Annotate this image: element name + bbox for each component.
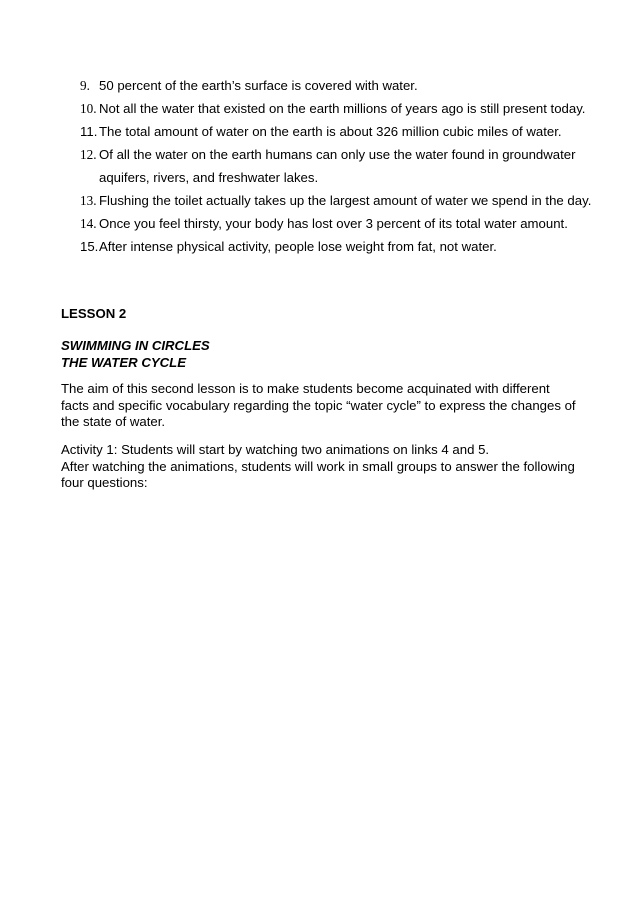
list-item — [80, 235, 600, 258]
list-item — [80, 74, 600, 97]
list-number: 13. — [80, 193, 97, 208]
list-text: Not all the water that existed on the earth millions of years ago is still present today. — [99, 101, 586, 116]
list-number: 11. — [80, 124, 98, 139]
list-text: 50 percent of the earth’s surface is covered with water. — [99, 78, 418, 93]
list-number: 15. — [80, 239, 99, 254]
facts-list — [80, 74, 600, 258]
list-text: Flushing the toilet actually takes up the largest amount of water we spend in the day. — [99, 193, 592, 208]
list-item — [80, 212, 600, 235]
subtitle-line: SWIMMING IN CIRCLES — [61, 338, 210, 353]
list-text: The total amount of water on the earth is about 326 million cubic miles of water. — [99, 124, 562, 139]
list-number: 9. — [80, 78, 90, 93]
list-item — [80, 97, 600, 120]
list-item — [80, 189, 600, 212]
list-number: 10. — [80, 101, 97, 116]
list-item — [80, 143, 600, 189]
aim-paragraph: The aim of this second lesson is to make students become acquinated with different facts and specific vocabulary regarding the topic “water cycle” to express the changes of the state of water. — [61, 381, 576, 429]
activity-line: After watching the animations, students will work in small groups to answer the following four questions: — [61, 458, 575, 490]
list-item — [80, 120, 600, 143]
list-number: 12. — [80, 147, 97, 162]
subtitle-line: THE WATER CYCLE — [61, 354, 187, 370]
activity-paragraph — [61, 442, 581, 492]
list-text: Of all the water on the earth humans can only use the water found in groundwater aquifers, rivers, and freshwater lakes. — [99, 147, 576, 185]
lesson-subtitle — [61, 338, 581, 371]
list-text: Once you feel thirsty, your body has lost over 3 percent of its total water amount. — [99, 216, 568, 231]
list-number: 14. — [80, 216, 97, 231]
activity-line: Activity 1: Students will start by watching two animations on links 4 and 5. — [61, 442, 490, 457]
list-text: After intense physical activity, people lose weight from fat, not water. — [99, 239, 497, 254]
lesson-heading: LESSON 2 — [61, 306, 127, 321]
